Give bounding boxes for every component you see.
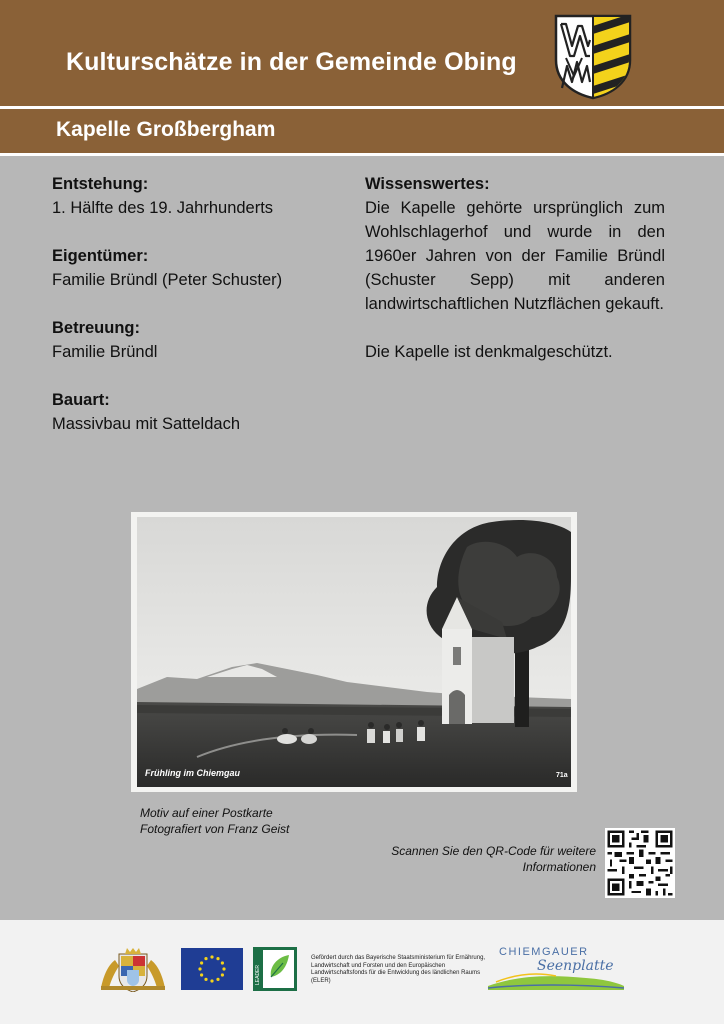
fact-label: Eigentümer: xyxy=(52,247,149,265)
coat-of-arms-icon xyxy=(552,12,634,100)
fact-label: Betreuung: xyxy=(52,319,140,337)
fact-value: Familie Bründl xyxy=(52,343,158,361)
fact-label: Bauart: xyxy=(52,391,110,409)
fact-value: Familie Bründl (Peter Schuster) xyxy=(52,271,283,289)
fact-origin xyxy=(52,172,342,220)
funding-notice: Gefördert durch das Bayerische Staatsministerium für Ernährung, Landwirtschaft und Forsten und den Europäischen Landwirtschaftsfonds für die Entwicklung des ländlichen Raums (ELER) xyxy=(311,955,486,984)
partner-logo-subtext: Seenplatte xyxy=(537,958,614,974)
qr-instruction xyxy=(330,843,596,875)
fact-label: Entstehung: xyxy=(52,175,149,193)
fact-value: Massivbau mit Satteldach xyxy=(52,415,241,433)
leader-logo-icon xyxy=(253,947,297,991)
fact-value: 1. Hälfte des 19. Jahrhunderts xyxy=(52,199,274,217)
caption-line: Fotografiert von Franz Geist xyxy=(140,822,290,836)
postcard-inscription: Frühling im Chiemgau xyxy=(145,768,241,778)
notes-column xyxy=(365,172,665,364)
notes-paragraph: Die Kapelle gehörte ursprünglich zum Wohlschlagerhof und wurde in den 1960er Jahren von der Familie Bründl (Schuster Sepp) mit anderen landwirtschaftlichen Nutzflächen gekauft. xyxy=(365,199,665,313)
qr-instruction-line: Informationen xyxy=(522,860,596,874)
chapel-postcard-photo xyxy=(137,517,571,787)
caption-line: Motiv auf einer Postkarte xyxy=(140,806,273,820)
postcard-number: 71a xyxy=(556,772,568,779)
fact-owner xyxy=(52,244,342,292)
fact-care xyxy=(52,316,342,364)
leader-label: LEADER xyxy=(255,964,261,985)
qr-code-icon[interactable] xyxy=(605,828,675,898)
eu-flag-icon xyxy=(181,948,243,990)
qr-instruction-line: Scannen Sie den QR-Code für weitere xyxy=(391,844,596,858)
bavaria-coat-of-arms-icon xyxy=(97,948,169,992)
photo-caption xyxy=(140,805,289,837)
page-title: Kulturschätze in der Gemeinde Obing xyxy=(66,48,517,76)
partner-logo-text: CHIEMGAUER xyxy=(499,946,589,958)
section-title: Kapelle Großbergham xyxy=(56,118,276,141)
facts-column xyxy=(52,172,342,460)
notes-label: Wissenswertes: xyxy=(365,175,490,193)
notes-paragraph: Die Kapelle ist denkmalgeschützt. xyxy=(365,343,613,361)
fact-construction xyxy=(52,388,342,436)
